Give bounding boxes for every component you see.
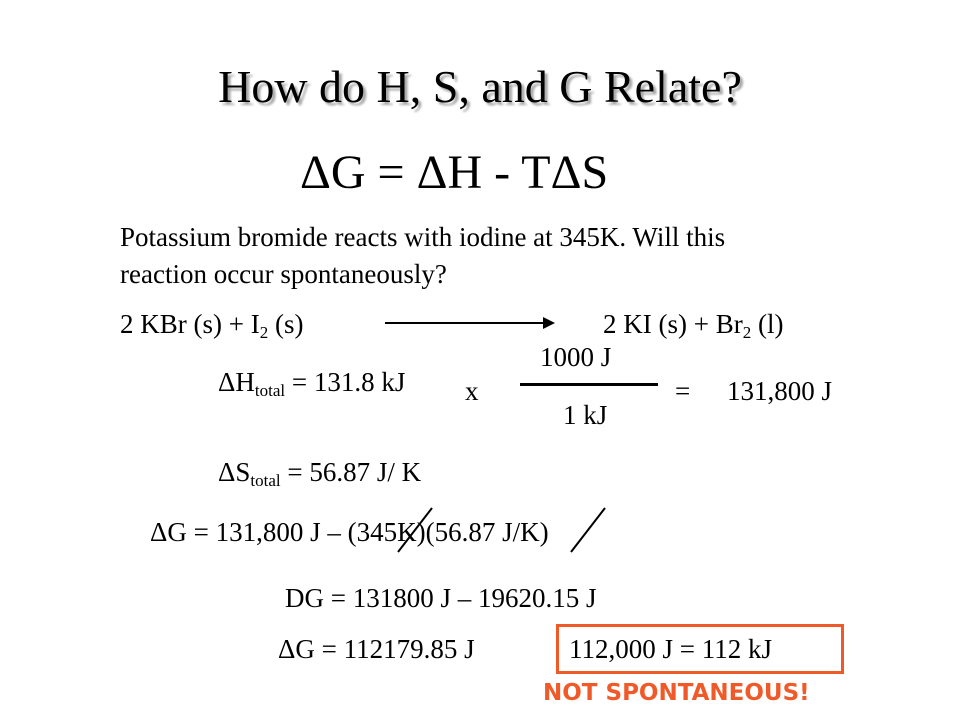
entropy-total: $\Delta S_{total} = 56.87$ J/ K [218,457,422,490]
calc-line-3: ΔG = 112179.85 J [278,634,475,664]
reaction-products: 2 KI $(s) + Br_2$ (l) [603,309,784,342]
calc-line-1: ΔG = 131,800 J – (345K)(56.87 J/K) [150,517,549,547]
conversion-denominator: 1 kJ [563,400,608,430]
cancel-mark-per-k [571,508,605,552]
conversion-numerator: 1000 J [540,342,612,372]
slide-title: How do H, S, and G Relate? [218,61,742,112]
calc-line-2: DG = 131800 J – 19620.15 J [285,583,597,613]
enthalpy-result: 131,800 J [727,376,833,406]
cancel-mark-k [398,508,432,552]
problem-line-1: Potassium bromide reacts with iodine at 345K. Will this [120,222,726,252]
problem-line-2: reaction occur spontaneously? [120,259,447,289]
gibbs-formula: ΔG = ΔH - TΔS [300,146,609,199]
equals-sign: = [675,376,691,406]
boxed-result: 112,000 J = 112 kJ [569,634,772,664]
enthalpy-total: $\Delta H_{total} = 131.8$ kJ [218,367,406,400]
multiply-sign: x [465,376,479,406]
reaction-reactants: 2 KBr $(s) + I_2$ (s) [120,309,304,342]
conclusion-label: NOT SPONTANEOUS! [543,680,810,706]
